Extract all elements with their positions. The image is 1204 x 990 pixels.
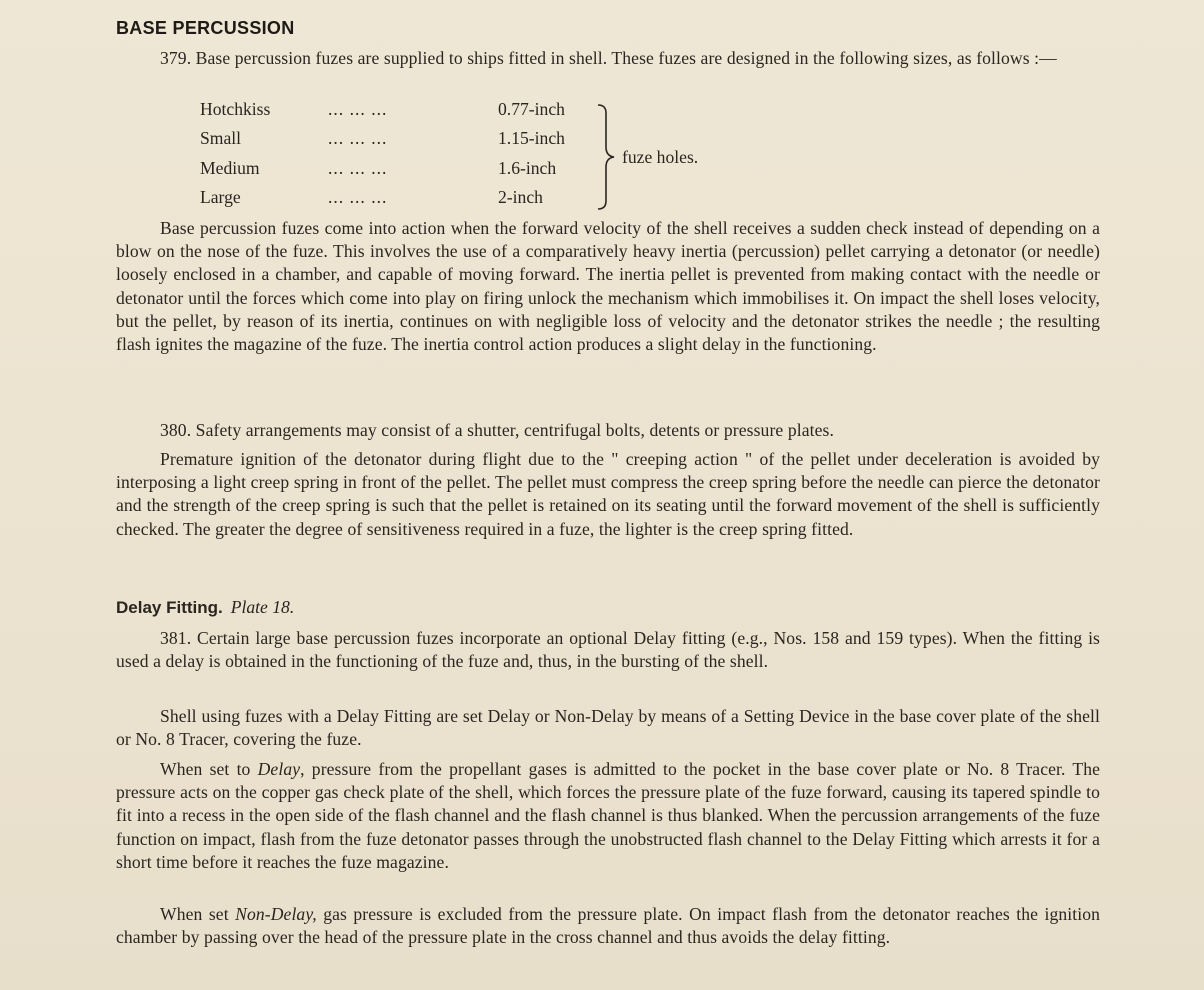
paragraph-premature: Premature ignition of the detonator during flight due to the " creeping action " of the pellet under deceleration is avoided by interposing a light creep spring in front of the pellet. The pellet must compress the creep spring before the needle can pierce the detonator and the strength of the creep spring is such that the pellet is retained on its seating until the forward movement of the shell is sufficiently checked. The greater the degree of sensitiveness required in a fuze, the lighter is the creep spring fitted. [116,449,1100,539]
paragraph-379: 379. Base percussion fuzes are supplied to ships fitted in shell. These fuzes are designed in the following sizes, as follows :— [160,48,1057,68]
paragraph-shell: Shell using fuzes with a Delay Fitting are set Delay or Non-Delay by means of a Setting Device in the base cover plate of the shell or No. 8 Tracer, covering the fuze. [116,706,1100,750]
size-row: Hotchkiss ... ... ... 0.77-inch [200,99,565,119]
plate-reference: Plate 18. [230,597,295,617]
curly-brace-icon [596,103,618,211]
size-row: Medium ... ... ... 1.6-inch [200,158,557,178]
size-row: Large ... ... ... 2-inch [200,187,543,207]
paragraph-delay: When set to Delay, pressure from the propellant gases is admitted to the pocket in the base cover plate or No. 8 Tracer. The pressure acts on the copper gas check plate of the shell, which forces the pressure plate of the fuze forward, causing its tapered spindle to fit into a recess in the open side of the flash channel and the flash channel is thus blanked. When the percussion arrangements of the fuze function on impact, flash from the fuze detonator passes through the unobstructed flash channel to the Delay Fitting which arrests it for a short time before it reaches the fuze magazine. [116,759,1100,872]
subheading-title: Delay Fitting. [116,598,223,617]
size-row: Small ... ... ... 1.15-inch [200,128,565,148]
paragraph-381: 381. Certain large base percussion fuzes incorporate an optional Delay fitting (e.g., Nos. 158 and 159 types). When the fitting is used a delay is obtained in the functioning of the fuze and, thus, in the bursting of the shell. [116,628,1100,672]
fuze-sizes-list [200,99,740,219]
subheading-delay-fitting [116,597,294,618]
paragraph-380: 380. Safety arrangements may consist of a shutter, centrifugal bolts, detents or pressure plates. [160,420,834,440]
paragraph-nondelay: When set Non-Delay, gas pressure is excluded from the pressure plate. On impact flash from the detonator reaches the ignition chamber by passing over the head of the pressure plate in the cross channel and thus avoids the delay fitting. [116,904,1101,948]
sizes-label: fuze holes. [622,147,699,167]
paragraph-action: Base percussion fuzes come into action when the forward velocity of the shell receives a sudden check instead of depending on a blow on the nose of the fuze. This involves the use of a comparatively heavy inertia (percussion) pellet carrying a detonator (or needle) loosely enclosed in a chamber, and capable of moving forward. The inertia pellet is prevented from making contact with the needle or detonator until the forces which come into play on firing unlock the mechanism which immobilises it. On impact the shell loses velocity, but the pellet, by reason of its inertia, continues on with negligible loss of velocity and the detonator strikes the needle ; the resulting flash ignites the magazine of the fuze. The inertia control action produces a slight delay in the functioning. [116,218,1100,355]
section-heading: BASE PERCUSSION [116,18,295,38]
